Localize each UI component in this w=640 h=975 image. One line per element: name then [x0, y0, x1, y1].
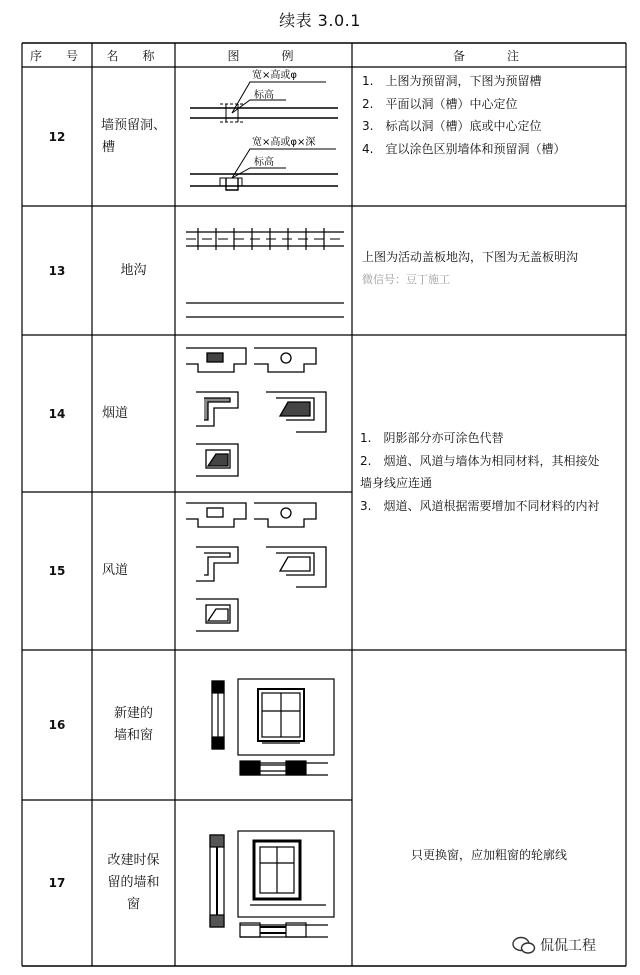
wall-opening-legend	[176, 68, 351, 205]
header-name: 名 称	[106, 48, 161, 63]
row-17-name-line2: 留的墙和	[107, 875, 160, 890]
watermark-text: 侃侃工程	[540, 938, 596, 954]
note-line: 3. 烟道、风道根据需要增加不同材料的内衬	[360, 498, 600, 513]
row-13-notes	[362, 246, 622, 291]
row-13-name: 地沟	[120, 262, 147, 278]
top-elevation-label: 标高	[254, 90, 274, 101]
note-line: 只更换窗，应加粗窗的轮廓线	[410, 848, 567, 862]
wechat-note: 微信号：豆丁施工	[362, 272, 450, 286]
row-16-name-line1: 新建的	[113, 706, 153, 721]
table-caption: 续表 3.0.1	[279, 11, 361, 30]
watermark	[512, 930, 634, 960]
note-line: 1. 上图为预留洞，下图为预留槽	[362, 74, 542, 88]
row-13-number: 13	[48, 263, 66, 278]
row-16-name	[92, 650, 175, 800]
row-12-notes	[362, 70, 622, 160]
new-wall-window-legend	[176, 651, 351, 799]
row-17-notes	[352, 844, 626, 867]
flue-duct-notes	[360, 427, 624, 517]
note-line: 上图为活动盖板地沟，下图为无盖板明沟	[362, 250, 579, 264]
bottom-dim-label: 宽×高或φ×深	[252, 137, 316, 148]
row-16-number: 16	[48, 718, 66, 732]
row-12-name	[92, 67, 175, 206]
row-14-number: 14	[48, 406, 66, 421]
row-12-name-line1: 墙预留洞、	[100, 117, 166, 133]
row-17-name-line3: 窗	[126, 897, 140, 912]
wechat-logo-icon	[512, 935, 536, 955]
note-line: 1. 阴影部分亦可涂色代替	[360, 431, 504, 445]
note-line: 2. 平面以洞（槽）中心定位	[362, 96, 518, 111]
trench-legend	[176, 207, 351, 334]
row-17-number: 17	[48, 876, 66, 890]
note-line: 4. 宜以涂色区别墙体和预留洞（槽）	[362, 141, 566, 156]
row-15-name: 风道	[102, 563, 129, 578]
note-line: 3. 标高以洞（槽）底或中心定位	[362, 119, 542, 133]
row-15-number: 15	[48, 564, 66, 578]
header-legend: 图 例	[227, 48, 300, 63]
note-line: 2. 烟道、风道与墙体为相同材料，其相接处	[360, 453, 600, 468]
header-notes: 备 注	[452, 48, 525, 63]
note-line: 墙身线应连通	[360, 476, 433, 490]
row-12-name-line2: 槽	[102, 139, 116, 155]
header-seq: 序 号	[29, 48, 84, 63]
row-12-number: 12	[48, 129, 66, 144]
bottom-elevation-label: 标高	[254, 157, 274, 168]
flue-legend	[176, 336, 351, 491]
row-14-name: 烟道	[102, 405, 129, 421]
row-17-name-line1: 改建时保	[107, 853, 160, 868]
row-16-name-line2: 墙和窗	[113, 728, 153, 743]
top-dim-label: 宽×高或φ	[252, 70, 297, 81]
row-17-name	[92, 800, 175, 966]
retained-wall-window-legend	[176, 801, 351, 965]
air-duct-legend	[176, 493, 351, 649]
